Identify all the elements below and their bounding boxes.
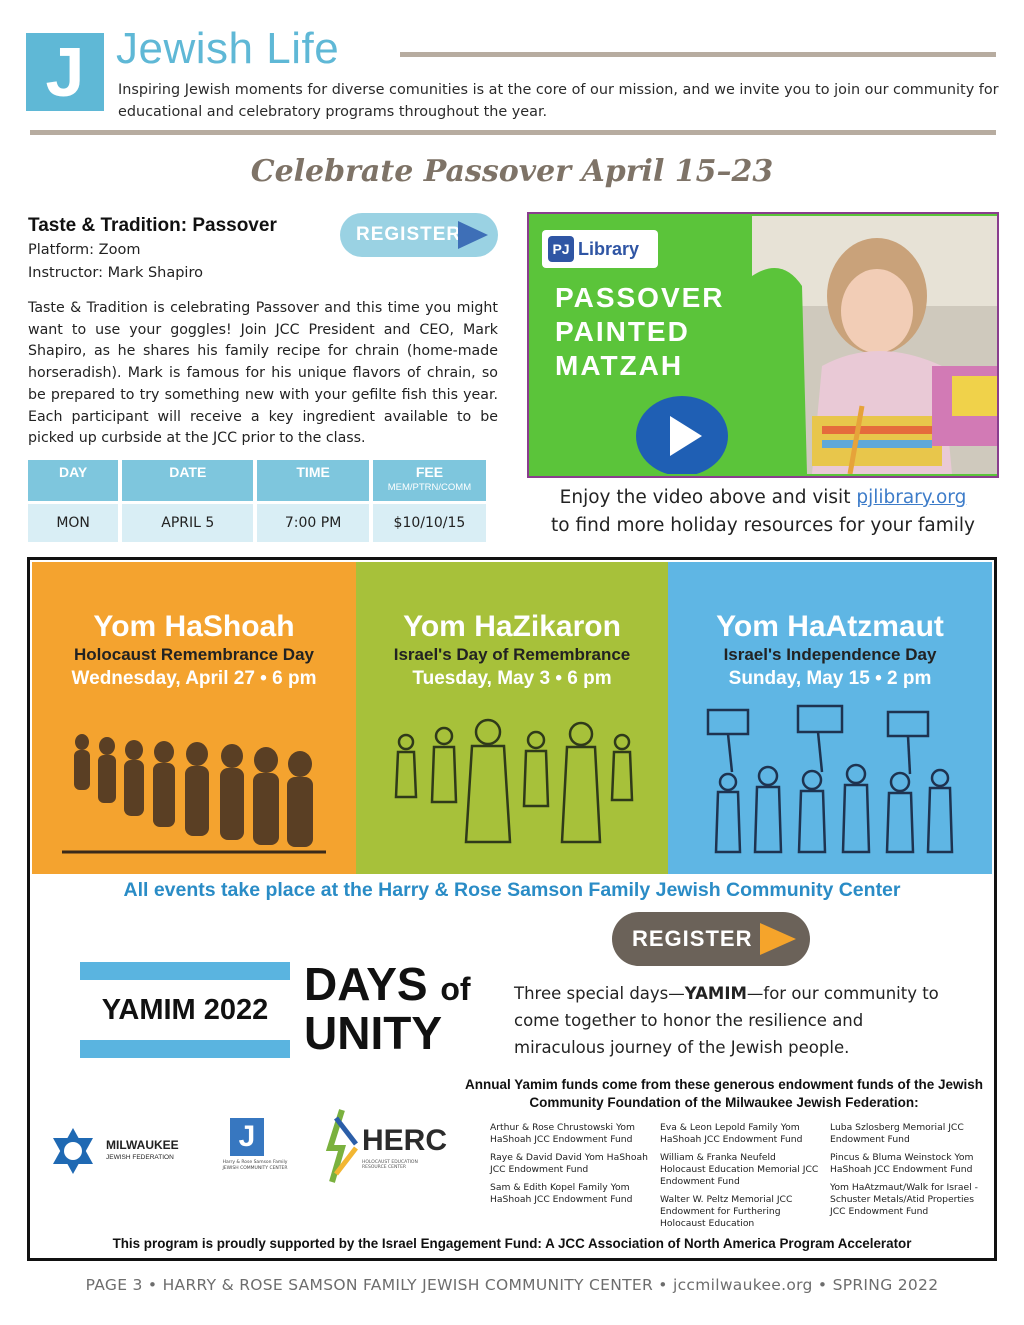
- star-of-david-icon: [48, 1124, 98, 1178]
- logo-letter: J: [45, 33, 85, 111]
- intro-text: Inspiring Jewish moments for diverse comunities is at the core of our mission, and we invite you to join our community for educational and celebratory programs throughout the year.: [118, 82, 999, 120]
- event-subtitle: Holocaust Remembrance Day: [74, 645, 314, 664]
- register-label: REGISTER: [356, 224, 462, 245]
- header-time: TIME: [257, 460, 369, 501]
- jcc-logo-small: J Harry & Rose Samson Family JEWISH COMMUNITY CENTER: [222, 1120, 288, 1171]
- cell-fee: $10/10/15: [373, 501, 486, 542]
- passover-heading: Celebrate Passover April 15–23: [250, 154, 774, 189]
- supported-by-note: This program is proudly supported by the Israel Engagement Fund: A JCC Association of North America Program Accelerator: [112, 1236, 912, 1251]
- yamim-description: Three special days—YAMIM—for our community to come together to honor the resilience and miraculous journey of the Jewish people.: [514, 984, 939, 1057]
- register-button-class[interactable]: [340, 213, 498, 257]
- annual-funds-heading: Annual Yamim funds come from these generous endowment funds of the Jewish Community Foundation of the Milwaukee Jewish Federation:: [464, 1077, 984, 1110]
- child-photo: [752, 216, 997, 474]
- funds-column-2: Eva & Leon Lepold Family Yom HaShoah JCC Endowment Fund William & Franka Neufeld Holocaust Education Memorial JCC Endowment Fund Walter W. Peltz Memorial JCC Endowment for Furthering Holocaust Education: [660, 1122, 819, 1229]
- table-row: [28, 501, 486, 542]
- days-of-unity: DAYS of UNITY: [304, 958, 471, 1059]
- milwaukee-jewish-federation-logo: MILWAUKEE JEWISH FEDERATION: [48, 1124, 208, 1178]
- pj-mark: PJ: [548, 236, 574, 262]
- cell-day: MON: [28, 501, 118, 542]
- class-description: Taste & Tradition is celebrating Passover and this time you might want to use your goggles! Join JCC President and CEO, Mark Shapiro, as he shares his family recipe for chrain (home-made horseradish). Mark is famous for his unique flavors of chrain, so be prepared to try something new with your gefilte fish this year. Each participant will receive a key ingredient available to be picked up curbside at the JCC prior to the class.: [28, 300, 498, 447]
- video-title-line3: MATZAH: [555, 350, 684, 381]
- event-date: Sunday, May 15 • 2 pm: [728, 668, 932, 689]
- pj-library-logo: [542, 230, 658, 268]
- yom-haatzmaut-panel: [668, 562, 992, 874]
- event-subtitle: Israel's Independence Day: [723, 645, 937, 664]
- header-date: DATE: [122, 460, 253, 501]
- yamim-logo-text: YAMIM 2022: [101, 994, 269, 1026]
- header-fee: FEE MEM/PTRN/COMM: [373, 460, 486, 501]
- all-events-location: All events take place at the Harry & Rose Samson Family Jewish Community Center: [123, 879, 901, 901]
- funds-column-1: Arthur & Rose Chrustowski Yom HaShoah JCC Endowment Fund Raye & David David Yom HaShoah JCC Endowment Fund Sam & Edith Kopel Family Yom HaShoah JCC Endowment Fund: [490, 1122, 648, 1205]
- header-rule: [400, 52, 996, 57]
- yamim-flag-logo: [80, 962, 290, 1062]
- class-platform: Platform: Zoom: [28, 242, 141, 258]
- event-subtitle: Israel's Day of Remembrance: [393, 645, 631, 664]
- crowd-illustration: [688, 702, 972, 862]
- register-button-yamim[interactable]: [612, 912, 810, 966]
- video-title-line1: PASSOVER: [555, 282, 725, 313]
- class-title: Taste & Tradition: Passover: [28, 215, 277, 236]
- schedule-table: [24, 460, 490, 542]
- yom-hazikaron-panel: [356, 562, 668, 874]
- crowd-illustration: [52, 702, 336, 862]
- funds-column-3: Luba Szlosberg Memorial JCC Endowment Fund Pincus & Bluma Weinstock Yom HaShoah JCC Endowment Fund Yom HaAtzmaut/Walk for Israel - Schuster Metals/Atid Properties JCC Endowment Fund: [830, 1122, 978, 1217]
- event-date: Wednesday, April 27 • 6 pm: [71, 668, 317, 689]
- event-name: Yom HaShoah: [93, 610, 295, 643]
- event-name: Yom HaZikaron: [403, 610, 621, 643]
- header-day: DAY: [28, 460, 118, 501]
- video-title-line2: PAINTED: [555, 316, 690, 347]
- jcc-logo-box: [26, 33, 104, 111]
- play-arrow-icon: [760, 923, 796, 955]
- herc-logo: HERC HOLOCAUST EDUCATION RESOURCE CENTER: [322, 1108, 442, 1184]
- pj-brand: Library: [578, 239, 640, 259]
- section-title: Jewish Life: [116, 24, 340, 73]
- event-date: Tuesday, May 3 • 6 pm: [412, 668, 612, 689]
- herc-mark-icon: [322, 1108, 364, 1184]
- divider-rule: [30, 130, 996, 135]
- pjlibrary-link[interactable]: pjlibrary.org: [856, 487, 967, 508]
- cell-time: 7:00 PM: [257, 501, 369, 542]
- event-name: Yom HaAtzmaut: [716, 610, 944, 643]
- crowd-illustration: [376, 702, 648, 862]
- register-label: REGISTER: [632, 926, 753, 951]
- play-icon[interactable]: [630, 390, 730, 474]
- video-caption: Enjoy the video above and visit pjlibrary.org to find more holiday resources for your family: [551, 487, 975, 536]
- play-arrow-icon: [458, 221, 488, 249]
- page-footer: PAGE 3 • HARRY & ROSE SAMSON FAMILY JEWISH COMMUNITY CENTER • jccmilwaukee.org • SPRING 2022: [85, 1276, 939, 1294]
- yom-hashoah-panel: [32, 562, 356, 874]
- cell-date: APRIL 5: [122, 501, 253, 542]
- class-instructor: Instructor: Mark Shapiro: [28, 265, 203, 281]
